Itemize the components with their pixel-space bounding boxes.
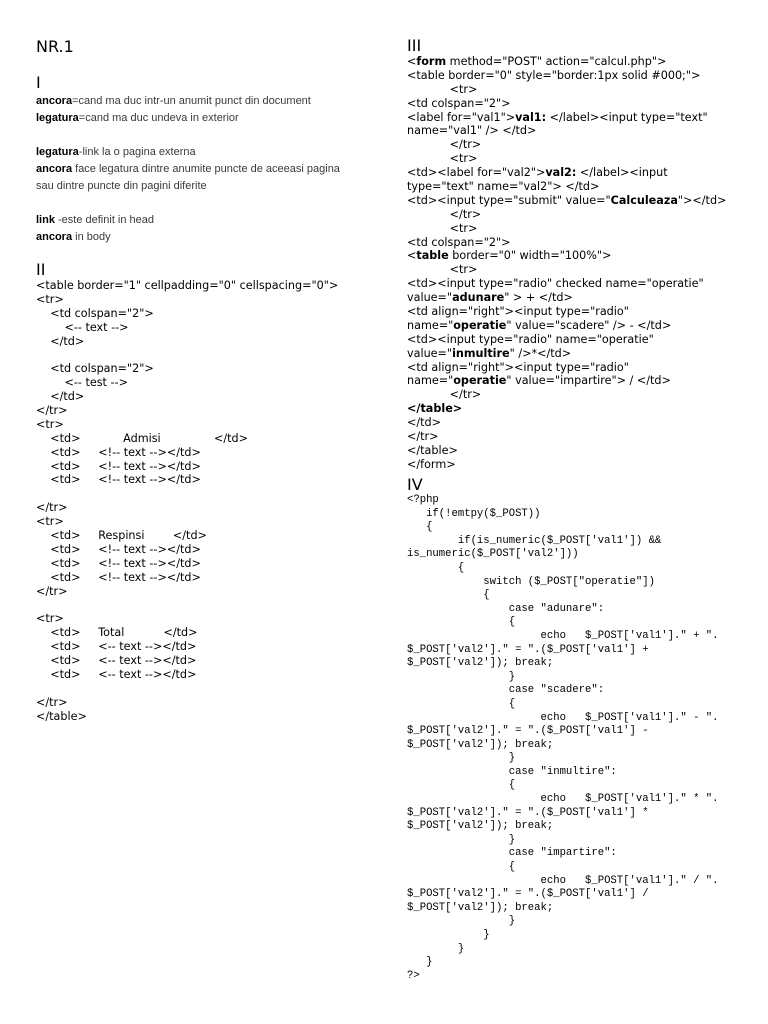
code-line: } [407, 752, 516, 765]
code-line: name="val1" /> </td> [407, 124, 537, 138]
code-line [36, 487, 338, 501]
code-line: <table border="1" cellpadding="0" cellspacing="0"> [36, 279, 339, 292]
code-line: { [407, 697, 516, 710]
code-line: <td> <!-- text --></td> [36, 445, 201, 459]
code-line: <td> <!-- text --></td> [36, 473, 201, 487]
definition-line [36, 110, 340, 127]
code-line: $_POST['val2']." = ".($_POST['val1'] * [407, 806, 649, 819]
code-line: <tr> [407, 263, 478, 277]
page-title: NR.1 [36, 37, 74, 56]
code-line: <td> <!-- text --></td> [36, 570, 201, 584]
code-line: </form> [407, 457, 456, 471]
code-line: $_POST['val2']); break; [407, 901, 554, 914]
code-line: echo $_POST['val1']." + ". [407, 629, 719, 642]
code-line [36, 682, 338, 696]
code-line: $_POST['val2']." = ".($_POST['val1'] / [407, 888, 649, 901]
code-line [36, 598, 338, 612]
code-line: <table border="0" style="border:1px solid #000;"> [407, 68, 701, 82]
code-line: ?> [407, 969, 420, 982]
code-line: <tr> [36, 612, 64, 626]
code-line: <td> <!-- text --></td> [36, 556, 201, 570]
code-line: <td> <!-- text --></td> [36, 459, 201, 473]
code-line: </tr> [36, 501, 68, 515]
code-line: <-- test --> [36, 376, 128, 390]
code-line: } [407, 956, 433, 969]
code-line: <td> <-- text --></td> [36, 654, 197, 668]
code-line: is_numeric($_POST['val2'])) [407, 548, 579, 561]
code-line: if(is_numeric($_POST['val1']) && [407, 534, 662, 547]
code-line: { [407, 521, 433, 534]
code-line: </tr> [407, 138, 482, 152]
definition-line [36, 144, 340, 161]
section-4-php-code [407, 494, 719, 983]
definition-term: ancora [36, 231, 73, 243]
definition-line [36, 229, 340, 246]
code-line: <td><input type="submit" value="Calculeaza"></td> [407, 193, 727, 207]
code-line: echo $_POST['val1']." - ". [407, 711, 719, 724]
code-line: } [407, 670, 516, 683]
code-line: } [407, 929, 490, 941]
code-line: </td> [407, 416, 442, 430]
code-line: </tr> [36, 584, 68, 598]
code-line: <form method="POST" action="calcul.php"> [407, 55, 667, 68]
section-2-code [36, 279, 338, 724]
code-line: </tr> [407, 207, 482, 221]
code-line: $_POST['val2']); break; [407, 738, 554, 751]
code-line: type="text" name="val2"> </td> [407, 180, 600, 194]
section-4-heading: IV [407, 475, 423, 494]
code-line: { [407, 589, 490, 602]
code-line: <tr> [36, 417, 64, 431]
code-line: </td> [36, 390, 85, 404]
code-line: <td> Admisi </td> [36, 431, 248, 445]
code-line: <td align="right"><input type="radio" [407, 305, 629, 319]
definition-term: ancora [36, 95, 73, 107]
code-line: <?php [407, 494, 439, 506]
section-3-heading: III [407, 36, 422, 55]
code-line: </tr> [36, 404, 68, 418]
definition-text: face legatura dintre anumite puncte de aceeasi pagina [72, 163, 340, 175]
code-line: </table> [407, 402, 463, 416]
section-3-code [407, 55, 726, 472]
definition-text: sau dintre puncte din pagini diferite [36, 180, 207, 192]
section-1-heading: I [36, 73, 41, 92]
definition-line [36, 212, 340, 229]
code-line: </td> [36, 334, 85, 348]
code-line: <td> Total </td> [36, 626, 198, 640]
definition-line [36, 195, 340, 212]
definition-term: ancora [36, 163, 73, 175]
code-line: <td colspan="2"> [36, 362, 154, 376]
code-line: <tr> [36, 515, 64, 529]
code-line: <tr> [407, 82, 478, 96]
code-line: switch ($_POST["operatie"]) [407, 575, 655, 588]
code-line: $_POST['val2']." = ".($_POST['val1'] + [407, 643, 649, 656]
code-line: echo $_POST['val1']." * ". [407, 793, 719, 806]
definition-line [36, 93, 340, 110]
code-line: <td> <-- text --></td> [36, 640, 197, 654]
code-line: <td><label for="val2">val2: </label><input [407, 166, 668, 180]
code-line: </tr> [407, 430, 439, 444]
code-line: case "impartire": [407, 847, 617, 860]
code-line: case "inmultire": [407, 765, 617, 778]
code-line: <tr> [407, 221, 478, 235]
code-line: <td colspan="2"> [36, 306, 154, 320]
code-line: <label for="val1">val1: </label><input type="text" [407, 110, 708, 124]
code-line: $_POST['val2']); break; [407, 657, 554, 670]
section-2-heading: II [36, 260, 46, 279]
code-line: <table border="0" width="100%"> [407, 249, 612, 263]
code-line: case "scadere": [407, 684, 605, 697]
code-line: <td> <-- text --></td> [36, 667, 197, 681]
code-line: </tr> [407, 388, 482, 402]
code-line: <td> <!-- text --></td> [36, 542, 201, 556]
code-line: echo $_POST['val1']." / ". [407, 874, 719, 887]
code-line: } [407, 915, 516, 928]
definition-term: link [36, 214, 55, 226]
code-line: <-- text --> [36, 320, 129, 334]
definition-text: -link la o pagina externa [78, 146, 196, 158]
code-line: { [407, 561, 465, 574]
definition-text: -este definit in head [54, 214, 155, 226]
definition-line [36, 127, 340, 144]
code-line: <td colspan="2"> [407, 235, 511, 249]
code-line: if(!emtpy($_POST)) [407, 507, 541, 520]
definition-text: in body [72, 231, 111, 243]
code-line: </tr> [36, 695, 68, 709]
code-line: <td align="right"><input type="radio" [407, 360, 629, 374]
definition-text: =cand ma duc undeva in exterior [78, 112, 239, 124]
code-line: </table> [36, 709, 87, 723]
code-line: $_POST['val2']." = ".($_POST['val1'] - [407, 725, 649, 738]
code-line: </table> [407, 443, 458, 457]
code-line: <td> Respinsi </td> [36, 529, 207, 543]
code-line: { [407, 779, 516, 792]
code-line: $_POST['val2']); break; [407, 820, 554, 833]
code-line: case "adunare": [407, 602, 605, 615]
definition-text: =cand ma duc intr-un anumit punct din document [72, 95, 311, 107]
code-line: name="operatie" value="impartire"> / </td> [407, 374, 671, 388]
code-line: } [407, 833, 516, 846]
code-line: <td><input type="radio" checked name="operatie" [407, 277, 704, 291]
code-line [36, 348, 338, 362]
definition-line [36, 161, 340, 178]
section-1-definitions [36, 93, 340, 246]
code-line: name="operatie" value="scadere" /> - </td> [407, 318, 672, 332]
code-line: <tr> [407, 152, 478, 166]
code-line: value="inmultire" />*</td> [407, 346, 572, 360]
code-line: { [407, 861, 516, 874]
code-line: { [407, 616, 516, 629]
code-line: } [407, 942, 465, 955]
definition-line [36, 178, 340, 195]
code-line: value="adunare" > + </td> [407, 291, 573, 305]
definition-term: legatura [36, 146, 79, 158]
code-line: <td><input type="radio" name="operatie" [407, 332, 654, 346]
code-line: <td colspan="2"> [407, 96, 511, 110]
code-line: <tr> [36, 292, 64, 306]
definition-term: legatura [36, 112, 79, 124]
